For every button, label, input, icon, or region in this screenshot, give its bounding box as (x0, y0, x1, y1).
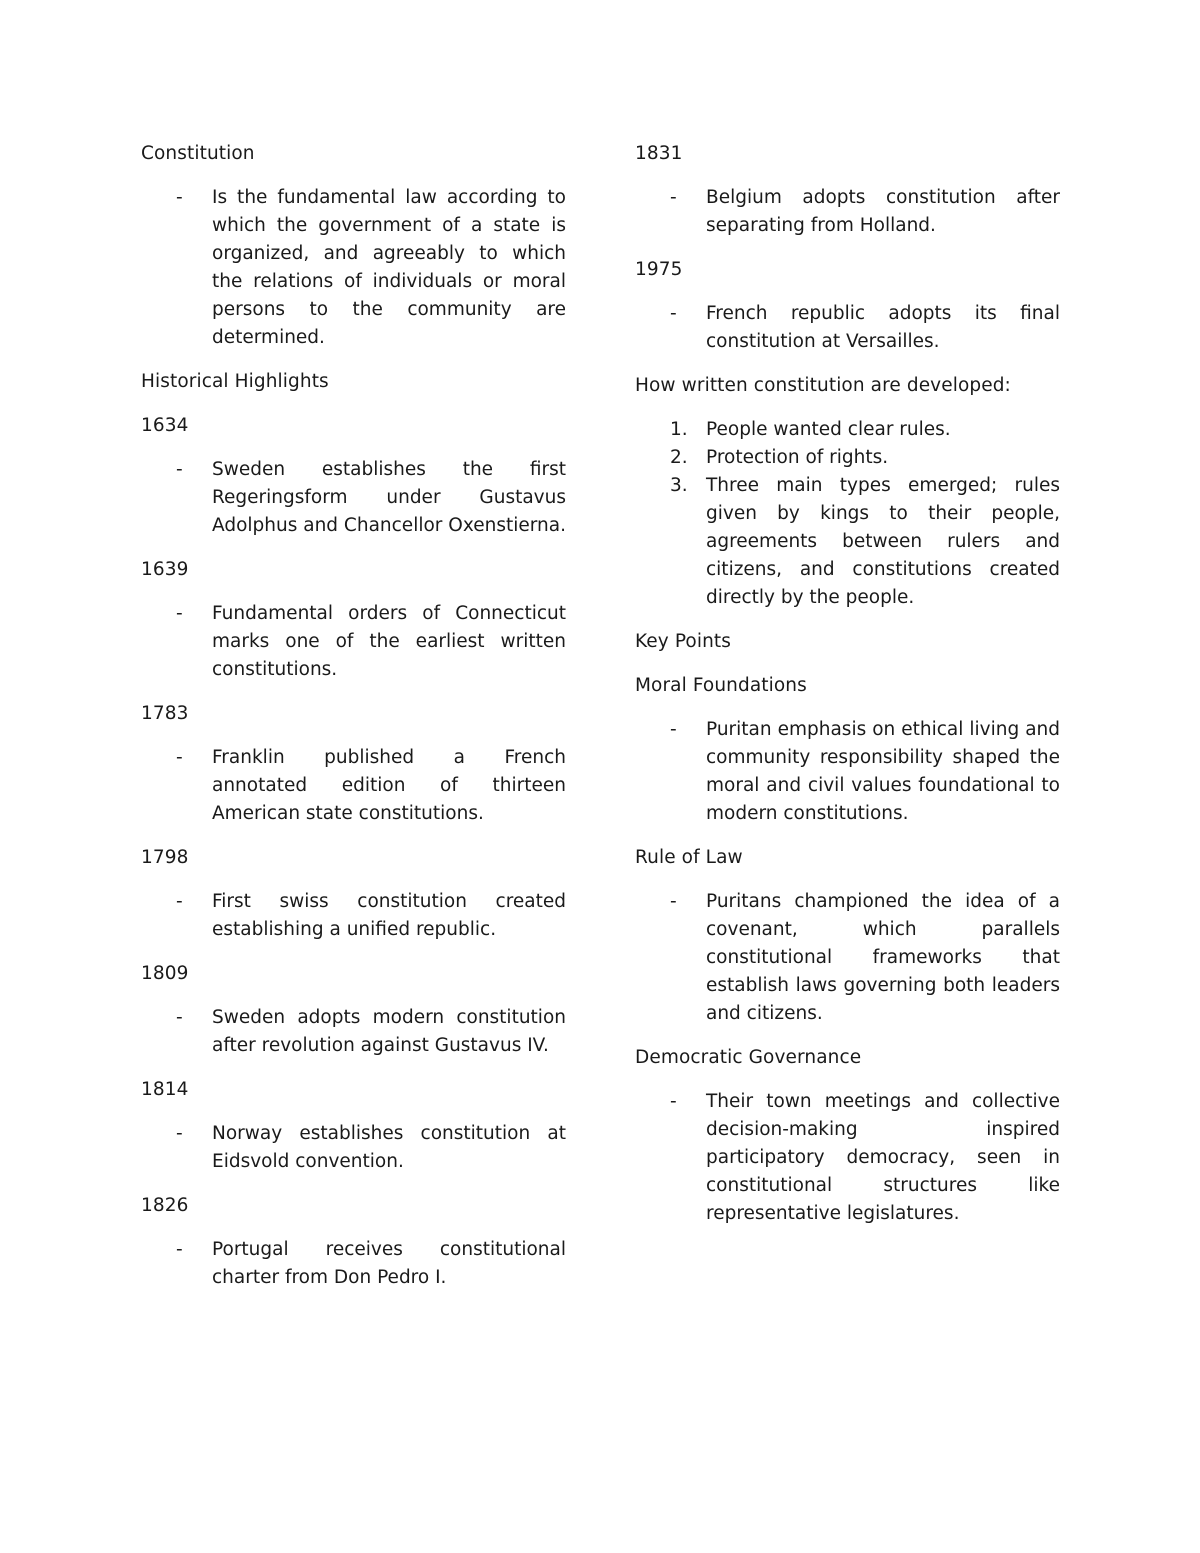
list-number: 3. (670, 475, 688, 496)
section-item: - Puritans championed the idea of a covenant, which parallels constitutional frameworks that establish laws governing both leaders and citizens. (635, 888, 1060, 1028)
highlight-item: - First swiss constitution created establishing a unified republic. (141, 888, 566, 944)
dash-bullet: - (670, 719, 677, 740)
year-heading: 1639 (141, 559, 189, 580)
dash-bullet: - (176, 1239, 183, 1260)
historical-heading: Historical Highlights (141, 371, 329, 392)
dash-bullet: - (670, 1091, 677, 1112)
numbered-item: 2. Protection of rights. (635, 444, 1060, 472)
dash-bullet: - (176, 1007, 183, 1028)
key-points-heading: Key Points (635, 631, 731, 652)
year-heading: 1783 (141, 703, 189, 724)
highlight-item: - Norway establishes constitution at Eidsvold convention. (141, 1120, 566, 1176)
year-heading: 1831 (635, 143, 683, 164)
dash-bullet: - (670, 303, 677, 324)
section-item: - Their town meetings and collective decision-making inspired participatory democracy, seen in constitutional structures like representative legislatures. (635, 1088, 1060, 1228)
section-item: - Puritan emphasis on ethical living and community responsibility shaped the moral and civil values foundational to modern constitutions. (635, 716, 1060, 828)
numbered-item: 3. Three main types emerged; rules given by kings to their people, agreements between rulers and citizens, and constitutions created directly by the people. (635, 472, 1060, 612)
constitution-definition: - Is the fundamental law according to which the government of a state is organized, and agreeably to which the relations of individuals or moral persons to the community are determined. (141, 184, 566, 352)
dash-bullet: - (176, 603, 183, 624)
section-heading: Moral Foundations (635, 675, 807, 696)
developed-heading: How written constitution are developed: (635, 375, 1011, 396)
constitution-heading: Constitution (141, 143, 255, 164)
year-heading: 1975 (635, 259, 683, 280)
left-column (141, 140, 566, 1308)
highlight-item: - Portugal receives constitutional charter from Don Pedro I. (141, 1236, 566, 1292)
year-heading: 1634 (141, 415, 189, 436)
section-heading: Rule of Law (635, 847, 743, 868)
year-heading: 1809 (141, 963, 189, 984)
dash-bullet: - (176, 891, 183, 912)
dash-bullet: - (176, 1123, 183, 1144)
dash-bullet: - (176, 459, 183, 480)
year-heading: 1826 (141, 1195, 189, 1216)
list-number: 2. (670, 447, 688, 468)
right-column (635, 140, 1060, 1244)
numbered-item: 1. People wanted clear rules. (635, 416, 1060, 444)
highlight-item: - Franklin published a French annotated edition of thirteen American state constitutions. (141, 744, 566, 828)
year-heading: 1798 (141, 847, 189, 868)
dash-bullet: - (176, 187, 183, 208)
dash-bullet: - (176, 747, 183, 768)
section-heading: Democratic Governance (635, 1047, 862, 1068)
numbered-list (635, 416, 1060, 612)
year-heading: 1814 (141, 1079, 189, 1100)
dash-bullet: - (670, 187, 677, 208)
highlight-item: - Fundamental orders of Connecticut marks one of the earliest written constitutions. (141, 600, 566, 684)
list-number: 1. (670, 419, 688, 440)
dash-bullet: - (670, 891, 677, 912)
highlight-item: - Sweden establishes the first Regeringsform under Gustavus Adolphus and Chancellor Oxenstierna. (141, 456, 566, 540)
highlight-item: - Sweden adopts modern constitution after revolution against Gustavus IV. (141, 1004, 566, 1060)
highlight-item: - French republic adopts its final constitution at Versailles. (635, 300, 1060, 356)
highlight-item: - Belgium adopts constitution after separating from Holland. (635, 184, 1060, 240)
